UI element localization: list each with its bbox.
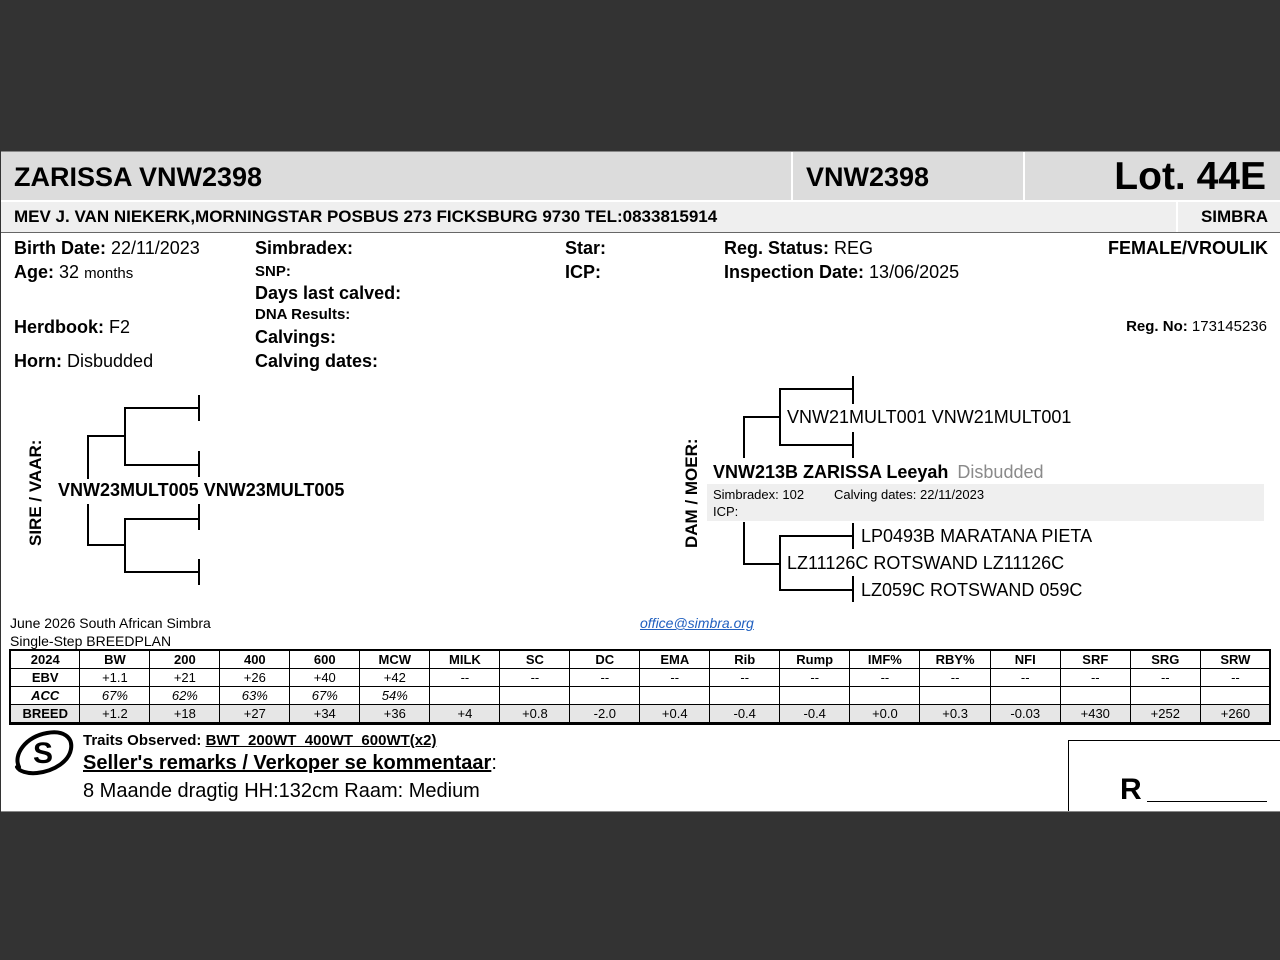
table-cell: +0.8	[500, 705, 570, 723]
price-line	[1147, 801, 1267, 802]
sex-label: FEMALE/VROULIK	[1108, 238, 1268, 258]
dam-simbradex: Simbradex: 102	[713, 487, 805, 502]
sire-bracket-lower	[87, 504, 89, 546]
dam-dam-line-top	[779, 535, 854, 537]
table-cell: --	[780, 669, 850, 687]
dam-horn: Disbudded	[957, 462, 1044, 482]
evaluation-line-2: Single-Step BREEDPLAN	[10, 633, 172, 649]
sire-sire-tick-1	[198, 395, 200, 421]
simbradex-label: Simbradex:	[255, 238, 354, 258]
lot-card	[1, 151, 1280, 812]
column-header: 600	[290, 651, 360, 669]
herdbook-value: F2	[109, 317, 131, 337]
sire-sire-line-bottom	[124, 464, 199, 466]
reg-no-value: 173145236	[1191, 318, 1267, 335]
dam-sire-name: VNW21MULT001 VNW21MULT001	[787, 407, 1072, 427]
dam-dam-line-bottom	[779, 589, 854, 591]
dam-calving-dates: Calving dates: 22/11/2023	[834, 487, 985, 502]
dam-label: DAM / MOER:	[682, 438, 701, 548]
table-cell: -2.0	[570, 705, 640, 723]
table-cell: --	[640, 669, 710, 687]
sire-bracket-lower-bottom	[87, 544, 125, 546]
table-cell: --	[500, 669, 570, 687]
table-cell	[570, 687, 640, 705]
column-header: EMA	[640, 651, 710, 669]
table-cell	[850, 687, 920, 705]
table-row-breed	[11, 705, 1271, 723]
table-cell: -0.4	[780, 705, 850, 723]
column-header: 400	[220, 651, 290, 669]
seller-remarks-heading	[83, 752, 497, 775]
column-header: Rib	[710, 651, 780, 669]
table-cell	[920, 687, 990, 705]
remarks-colon: :	[491, 752, 497, 774]
dam-bracket-upper	[743, 416, 745, 458]
sire-bracket-upper-top	[87, 435, 125, 437]
dam-icp: ICP:	[713, 504, 739, 519]
table-cell: +1.2	[80, 705, 150, 723]
horn-value: Disbudded	[67, 351, 154, 371]
dam-sire-line-bottom	[779, 444, 854, 446]
dam-sire-tick-1	[852, 376, 854, 404]
column-header: DC	[570, 651, 640, 669]
sire-label: SIRE / VAAR:	[26, 439, 45, 546]
table-cell	[430, 687, 500, 705]
price-box[interactable]	[1068, 740, 1280, 812]
table-cell	[710, 687, 780, 705]
dam-bracket-lower-bottom	[743, 563, 781, 565]
sire-dam-line-top	[124, 518, 199, 520]
sire-dam-line-bottom	[124, 571, 199, 573]
dam-name-line	[713, 462, 1043, 483]
dam-dam-name: LZ11126C ROTSWAND LZ11126C	[787, 553, 1065, 573]
table-cell: --	[850, 669, 920, 687]
star-label: Star:	[565, 238, 607, 258]
remarks-label: Seller's remarks / Verkoper se kommentaar	[83, 752, 492, 774]
traits-observed	[83, 732, 436, 749]
age	[14, 262, 133, 283]
traits-label: Traits Observed:	[83, 732, 202, 749]
animal-code: VNW2398	[806, 162, 930, 192]
table-cell: +430	[1060, 705, 1130, 723]
table-cell: +0.0	[850, 705, 920, 723]
animal-title: ZARISSA VNW2398	[14, 162, 263, 192]
lot-number: Lot. 44E	[1114, 155, 1266, 198]
table-cell: 62%	[150, 687, 220, 705]
table-cell: --	[1200, 669, 1270, 687]
inspection-date-label: Inspection Date:	[724, 262, 865, 282]
sire-name: VNW23MULT005 VNW23MULT005	[58, 480, 345, 500]
table-cell: +0.3	[920, 705, 990, 723]
table-cell: --	[1060, 669, 1130, 687]
table-cell: +34	[290, 705, 360, 723]
sire-bracket-upper	[87, 435, 89, 479]
column-header: BW	[80, 651, 150, 669]
birth-date-label: Birth Date:	[14, 238, 107, 258]
dam-dam-tick-1	[852, 523, 854, 549]
logo-letter: S	[32, 737, 54, 770]
birth-date-value: 22/11/2023	[111, 238, 200, 258]
table-cell: --	[1130, 669, 1200, 687]
column-header: SC	[500, 651, 570, 669]
herdbook	[14, 317, 130, 338]
inspection-date-value: 13/06/2025	[869, 262, 960, 282]
dam-sire-tick-2	[852, 432, 854, 458]
snp-label: SNP:	[255, 263, 291, 280]
dam-sire-line-top	[779, 388, 854, 390]
age-value: 32	[59, 262, 80, 282]
column-header: RBY%	[920, 651, 990, 669]
dna-results-label: DNA Results:	[255, 306, 351, 323]
column-header: MCW	[360, 651, 430, 669]
row-label: EBV	[11, 669, 80, 687]
table-cell	[1060, 687, 1130, 705]
column-header: SRG	[1130, 651, 1200, 669]
row-label: ACC	[11, 687, 80, 705]
reg-status-label: Reg. Status:	[724, 238, 830, 258]
table-cell: +27	[220, 705, 290, 723]
icp-label: ICP:	[565, 262, 601, 282]
evaluation-line-1: June 2026 South African Simbra	[10, 615, 211, 631]
age-unit: months	[84, 265, 134, 282]
table-cell: +42	[360, 669, 430, 687]
table-row-ebv	[11, 669, 1271, 687]
sire-dam-bracket	[124, 518, 126, 573]
table-cell: 54%	[360, 687, 430, 705]
contact-email-link[interactable]: office@simbra.org	[640, 615, 754, 631]
table-cell: --	[990, 669, 1060, 687]
sire-sire-tick-2	[198, 451, 200, 477]
table-corner-year: 2024	[11, 651, 80, 669]
table-cell: -0.03	[990, 705, 1060, 723]
column-header: Rump	[780, 651, 850, 669]
days-last-calved-label: Days last calved:	[255, 283, 402, 303]
horn-label: Horn:	[14, 351, 62, 371]
table-row-acc	[11, 687, 1271, 705]
table-cell	[990, 687, 1060, 705]
dam-bracket-upper-top	[743, 416, 781, 418]
dam-name: VNW213B ZARISSA Leeyah	[713, 462, 949, 482]
price-currency: R	[1120, 773, 1142, 806]
column-header: MILK	[430, 651, 500, 669]
breeder-address: MEV J. VAN NIEKERK,MORNINGSTAR POSBUS 273 FICKSBURG 9730 TEL:0833815914	[14, 207, 718, 226]
table-cell: +252	[1130, 705, 1200, 723]
dam-bracket-lower	[743, 522, 745, 565]
table-cell: +260	[1200, 705, 1270, 723]
table-cell: --	[570, 669, 640, 687]
table-cell: +18	[150, 705, 220, 723]
column-header: SRW	[1200, 651, 1270, 669]
herdbook-label: Herdbook:	[14, 317, 104, 337]
ebv-table	[10, 650, 1271, 723]
table-cell: 67%	[290, 687, 360, 705]
table-cell	[780, 687, 850, 705]
table-cell: +40	[290, 669, 360, 687]
dam-dam-bracket	[779, 535, 781, 591]
reg-status	[724, 238, 873, 259]
sire-dam-tick-1	[198, 504, 200, 530]
table-cell: --	[710, 669, 780, 687]
reg-status-value: REG	[834, 238, 874, 258]
table-cell: +1.1	[80, 669, 150, 687]
simbra-logo-icon	[11, 727, 77, 781]
calving-dates-label: Calving dates:	[255, 351, 379, 371]
table-cell: +0.4	[640, 705, 710, 723]
table-cell: +4	[430, 705, 500, 723]
table-cell: 67%	[80, 687, 150, 705]
table-cell	[640, 687, 710, 705]
table-cell	[1130, 687, 1200, 705]
sire-sire-bracket	[124, 407, 126, 465]
row-label: BREED	[11, 705, 80, 723]
dam-dam-sire-name: LP0493B MARATANA PIETA	[861, 526, 1093, 546]
traits-value: BWT 200WT 400WT 600WT(x2)	[205, 732, 437, 749]
table-header-row	[11, 651, 1271, 669]
table-cell	[500, 687, 570, 705]
reg-no	[1126, 318, 1267, 335]
birth-date	[14, 238, 200, 259]
calvings-label: Calvings:	[255, 327, 337, 347]
sire-dam-tick-2	[198, 559, 200, 585]
seller-remarks-text: 8 Maande dragtig HH:132cm Raam: Medium	[83, 780, 480, 802]
table-cell: 63%	[220, 687, 290, 705]
table-cell: +26	[220, 669, 290, 687]
column-header: 200	[150, 651, 220, 669]
reg-no-label: Reg. No:	[1126, 318, 1188, 335]
column-header: SRF	[1060, 651, 1130, 669]
table-cell: +36	[360, 705, 430, 723]
column-header: NFI	[990, 651, 1060, 669]
sire-sire-line-top	[124, 407, 199, 409]
table-cell: --	[430, 669, 500, 687]
breed-label: SIMBRA	[1200, 207, 1268, 226]
dam-dam-tick-2	[852, 576, 854, 602]
table-cell: --	[920, 669, 990, 687]
column-header: IMF%	[850, 651, 920, 669]
table-cell: +21	[150, 669, 220, 687]
table-cell	[1200, 687, 1270, 705]
inspection-date	[724, 262, 959, 283]
table-cell: -0.4	[710, 705, 780, 723]
age-label: Age:	[14, 262, 54, 282]
horn	[14, 351, 153, 372]
dam-dam-dam-name: LZ059C ROTSWAND 059C	[861, 580, 1083, 600]
